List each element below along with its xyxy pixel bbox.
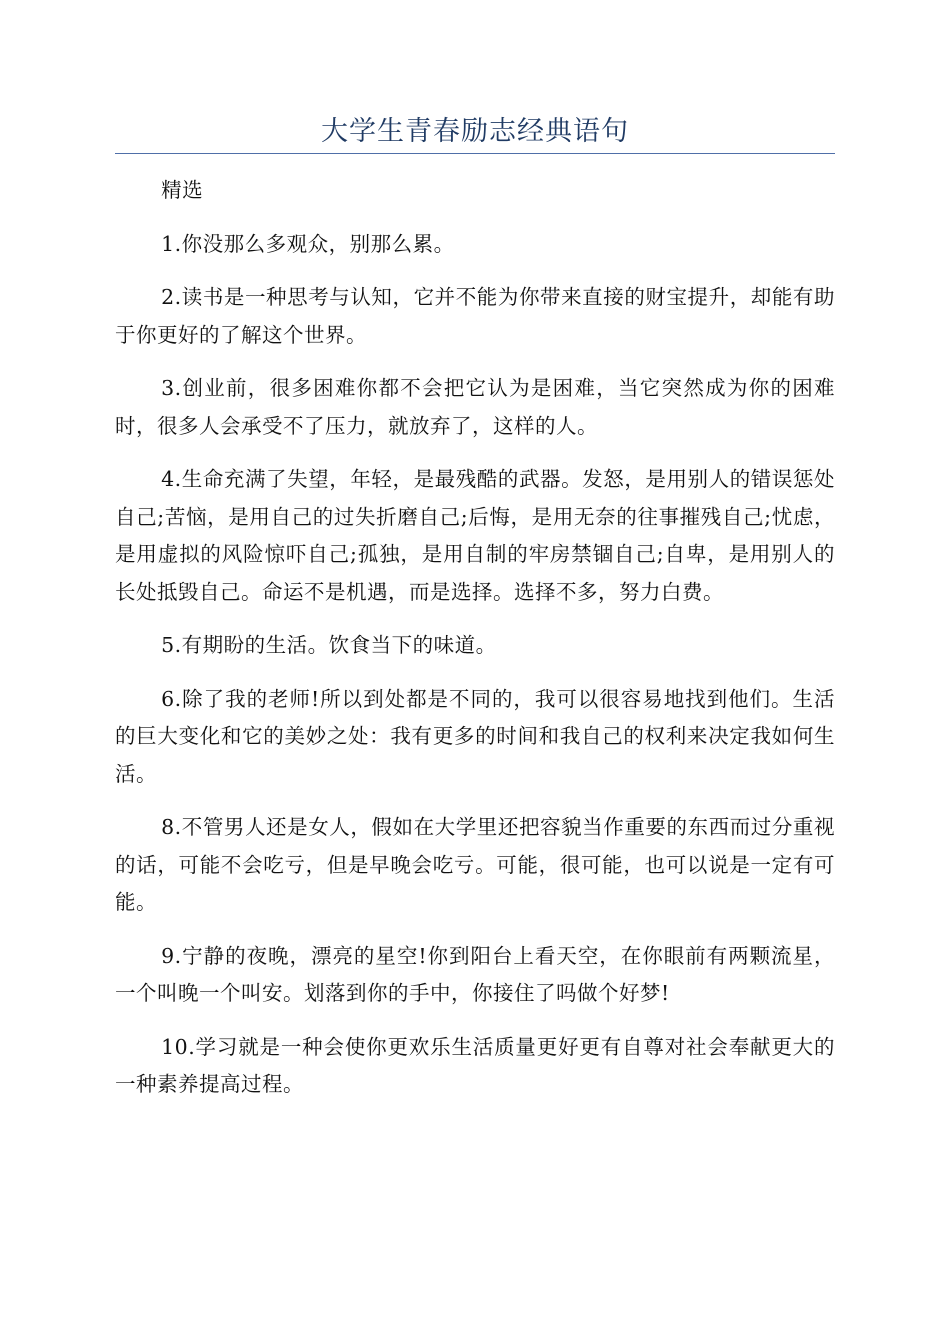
- section-label: 精选: [161, 178, 204, 202]
- title-underline: [115, 153, 835, 154]
- quote-paragraph-1: 1.你没那么多观众，别那么累。: [161, 231, 455, 256]
- document-body: [115, 172, 835, 1120]
- quote-paragraph-10: 10.学习就是一种会使你更欢乐生活质量更好更有自尊对社会奉献更大的一种素养提高过程。: [115, 1034, 835, 1096]
- quote-paragraph-6: 6.除了我的老师!所以到处都是不同的，我可以很容易地找到他们。生活的巨大变化和它的美妙之处：我有更多的时间和我自己的权利来决定我如何生活。: [115, 686, 835, 786]
- quote-paragraph-8: 8.不管男人还是女人，假如在大学里还把容貌当作重要的东西而过分重视的话，可能不会吃亏，但是早晚会吃亏。可能，很可能，也可以说是一定有可能。: [115, 815, 835, 914]
- quote-paragraph-4: 4.生命充满了失望，年轻，是最残酷的武器。发怒，是用别人的错误惩处自己;苦恼，是用自己的过失折磨自己;后悔，是用无奈的往事摧残自己;忧虑，是用虚拟的风险惊吓自己;孤独，是用自制的牢房禁锢自己;自卑，是用别人的长处抵毁自己。命运不是机遇，而是选择。选择不多，努力白费。: [115, 467, 835, 604]
- quote-paragraph-2: 2.读书是一种思考与认知，它并不能为你带来直接的财宝提升，却能有助于你更好的了解这个世界。: [115, 285, 835, 347]
- document-title: 大学生青春励志经典语句: [321, 116, 629, 147]
- quote-paragraph-9: 9.宁静的夜晚，漂亮的星空!你到阳台上看天空，在你眼前有两颗流星，一个叫晚一个叫安。划落到你的手中，你接住了吗做个好梦!: [115, 943, 835, 1005]
- quote-paragraph-5: 5.有期盼的生活。饮食当下的味道。: [161, 633, 497, 657]
- quote-paragraph-3: 3.创业前，很多困难你都不会把它认为是困难，当它突然成为你的困难时，很多人会承受不了压力，就放弃了，这样的人。: [115, 376, 835, 438]
